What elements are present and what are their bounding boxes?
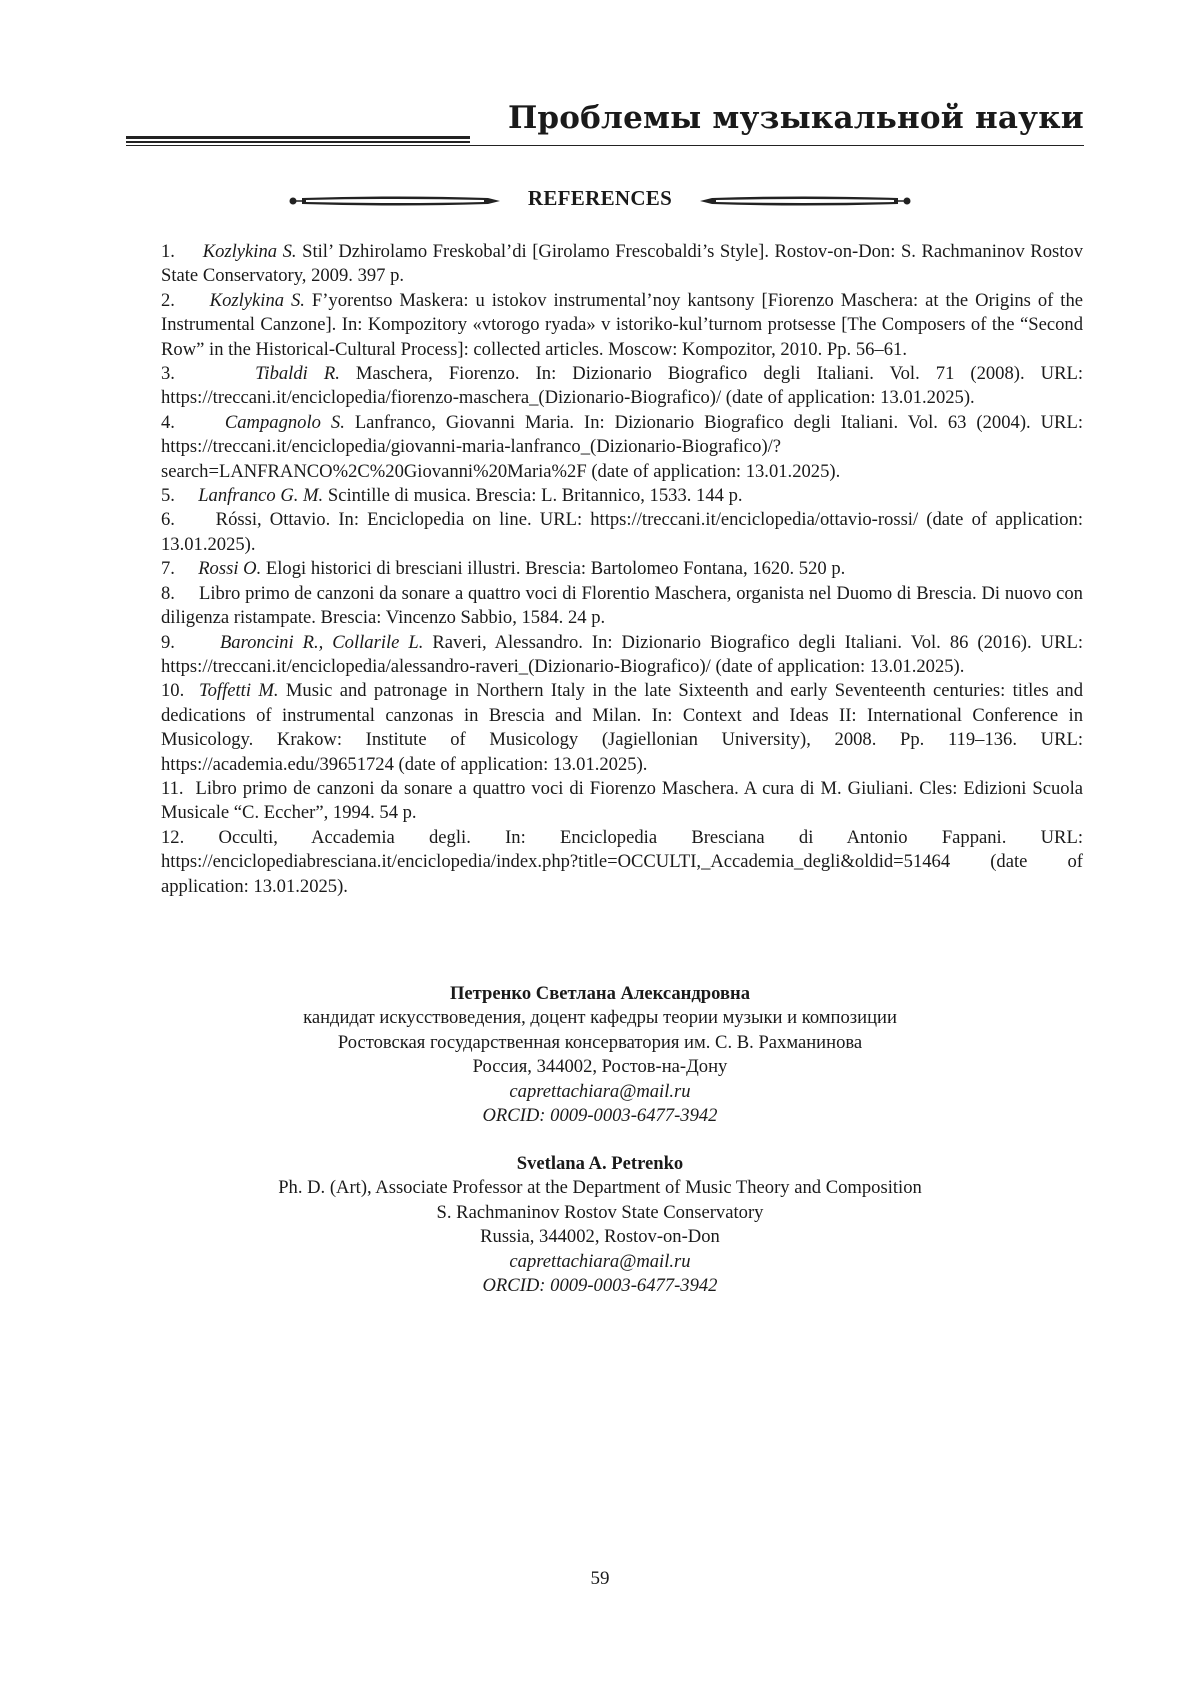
author-institution-ru: Ростовская государственная консерватория им. С. В. Рахманинова xyxy=(337,1031,863,1053)
references-heading xyxy=(0,186,1200,211)
author-institution-en: S. Rachmaninov Rostov State Conservatory xyxy=(436,1201,764,1223)
reference-item: 9. Baroncini R., Collarile L. Raveri, Alessandro. In: Dizionario Biografico degli Italiani. Vol. 86 (2016). URL: https://treccani.it/enciclopedia/alessandro-raveri_(Dizionario-Biografico)/ (date of application: 13.01.2025). xyxy=(161,631,1083,677)
reference-item: 5. Lanfranco G. M. Scintille di musica. Brescia: L. Britannico, 1533. 144 p. xyxy=(161,485,743,507)
author-email-en[interactable]: caprettachiara@mail.ru xyxy=(509,1250,691,1272)
reference-item: 4. Campagnolo S. Lanfranco, Giovanni Maria. In: Dizionario Biografico degli Italiani. Vol. 63 (2004). URL: https://treccani.it/enciclopedia/giovanni-maria-lanfranco_(Dizionario-Biografico)/?search=LANFRANCO%2C%20Giovanni%20Maria%2F (date of application: 13.01.2025). xyxy=(161,411,1083,482)
references-list xyxy=(161,240,1083,899)
reference-item: 1. Kozlykina S. Stil’ Dzhirolamo Freskobal’di [Girolamo Frescobaldi’s Style]. Rostov-on-Don: S. Rachmaninov Rostov State Conservatory, 2009. 397 p. xyxy=(161,241,1083,287)
reference-item: 6. Róssi, Ottavio. In: Enciclopedia on line. URL: https://treccani.it/enciclopedia/ottavio-rossi/ (date of application: 13.01.2025). xyxy=(161,509,1083,555)
author-address-en: Russia, 344002, Rostov-on-Don xyxy=(480,1226,720,1248)
references-title: REFERENCES xyxy=(527,186,673,210)
author-orcid-ru: ORCID: 0009-0003-6477-3942 xyxy=(482,1105,718,1127)
author-address-ru: Россия, 344002, Ростов-на-Дону xyxy=(472,1056,728,1078)
reference-item: 11. Libro primo de canzoni da sonare a quattro voci di Fiorenzo Maschera. A cura di M. Giuliani. Cles: Edizioni Scuola Musicale “C. Eccher”, 1994. 54 p. xyxy=(161,777,1084,824)
journal-title: Проблемы музыкальной науки xyxy=(507,100,1084,136)
reference-item: 3. Tibaldi R. Maschera, Fiorenzo. In: Dizionario Biografico degli Italiani. Vol. 71 (2008). URL: https://treccani.it/enciclopedia/fiorenzo-maschera_(Dizionario-Biografico)/ (date of application: 13.01.2025). xyxy=(161,363,1083,409)
author-info-en xyxy=(0,1152,1200,1298)
author-name-ru: Петренко Светлана Александровна xyxy=(449,983,751,1004)
author-position-ru: кандидат искусствоведения, доцент кафедры теории музыки и композиции xyxy=(303,1007,897,1029)
ornament-left-icon xyxy=(288,194,510,208)
reference-item: 2. Kozlykina S. F’yorentso Maskera: u istokov instrumental’noy kantsony [Fiorenzo Maschera: at the Origins of the Instrumental Canzone]. In: Kompozitory «vtorogo ryada» v istoriko-kul’turnom protsesse [The Composers of the “Second Row” in the Historical-Cultural Process]: collected articles. Moscow: Kompozitor, 2010. Pp. 56–61. xyxy=(161,289,1083,360)
author-name-en: Svetlana A. Petrenko xyxy=(516,1153,684,1174)
reference-item: 8. Libro primo de canzoni da sonare a quattro voci di Florentio Maschera, organista nel Duomo di Brescia. Di nuovo con diligenza ristampate. Brescia: Vincenzo Sabbio, 1584. 24 p. xyxy=(161,582,1083,629)
ornament-right-icon xyxy=(690,194,912,208)
reference-item: 10. Toffetti M. Music and patronage in Northern Italy in the late Sixteenth and early Seventeenth centuries: titles and dedications of instrumental canzonas in Brescia and Milan. In: Context and Ideas II: International Conference in Musicology. Krakow: Institute of Musicology (Jagiellonian University), 2008. Pp. 119–136. URL: https://academia.edu/39651724 (date of application: 13.01.2025). xyxy=(161,680,1083,775)
author-position-en: Ph. D. (Art), Associate Professor at the Department of Music Theory and Composition xyxy=(278,1177,922,1199)
page-number: 59 xyxy=(590,1568,610,1589)
header-rule xyxy=(126,145,1084,146)
reference-item: 12. Occulti, Accademia degli. In: Enciclopedia Bresciana di Antonio Fappani. URL: https://enciclopediabresciana.it/enciclopedia/index.php?title=OCCULTI,_Accademia_degli&oldid=51464 (date of application: 13.01.2025). xyxy=(161,826,1083,897)
author-email-ru[interactable]: caprettachiara@mail.ru xyxy=(509,1080,691,1102)
header-rule-thick xyxy=(126,136,470,139)
author-orcid-en: ORCID: 0009-0003-6477-3942 xyxy=(482,1275,718,1297)
header-rule-thin xyxy=(126,141,470,143)
reference-item: 7. Rossi O. Elogi historici di bresciani illustri. Brescia: Bartolomeo Fontana, 1620. 520 p. xyxy=(161,558,846,580)
author-info-ru xyxy=(0,982,1200,1128)
